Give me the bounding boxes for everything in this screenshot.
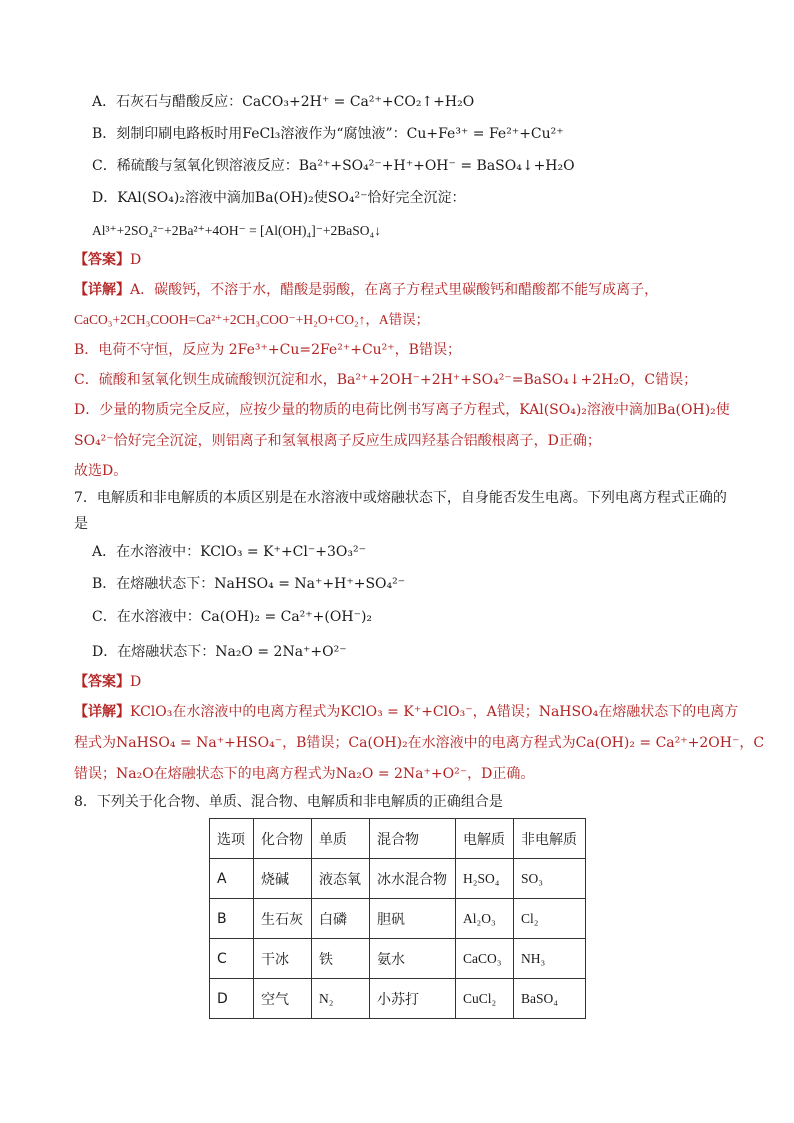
table-cell: 氨水 xyxy=(370,939,456,979)
table-header-cell: 混合物 xyxy=(370,819,456,859)
table-cell: 烧碱 xyxy=(254,859,312,899)
q7-detail-line-1 xyxy=(74,702,738,722)
table-cell: 液态氧 xyxy=(312,859,370,899)
answer-value: D xyxy=(130,252,142,268)
table-header-cell: 选项 xyxy=(210,819,254,859)
table-cell: 白磷 xyxy=(312,899,370,939)
detail-label: 【详解】 xyxy=(74,282,130,298)
q6-option-b: B．刻制印刷电路板时用FeCl₃溶液作为“腐蚀液”：Cu+Fe³⁺ = Fe²⁺+Cu²⁺ xyxy=(92,126,564,142)
answer-value: D xyxy=(130,674,142,690)
table-cell: BaSO₄ xyxy=(514,979,586,1019)
q6-answer xyxy=(74,250,141,270)
q6-detail-line-1b: CaCO₃+2CH₃COOH=Ca²⁺+2CH₃COO⁻+H₂O+CO₂↑，A错误； xyxy=(74,312,430,327)
q6-conclusion: 故选D。 xyxy=(74,463,128,479)
table-cell: 冰水混合物 xyxy=(370,859,456,899)
table-row xyxy=(210,859,586,899)
answer-label: 【答案】 xyxy=(74,674,130,690)
q6-detail-line-4: D．少量的物质完全反应，应按少量的物质的电荷比例书写离子方程式，KAl(SO₄)₂溶液中滴加Ba(OH)₂使 xyxy=(74,402,730,418)
table-cell: CuCl₂ xyxy=(456,979,514,1019)
q6-detail-line-4b: SO₄²⁻恰好完全沉淀，则铝离子和氢氧根离子反应生成四羟基合铝酸根离子，D正确； xyxy=(74,433,601,449)
q6-option-d-equation: Al³⁺+2SO₄²⁻+2Ba²⁺+4OH⁻ = [Al(OH)₄]⁻+2BaSO₄↓ xyxy=(92,223,381,238)
q6-detail-line-2: B．电荷不守恒，反应为 2Fe³⁺+Cu=2Fe²⁺+Cu²⁺，B错误； xyxy=(74,342,461,358)
table-cell: SO₃ xyxy=(514,859,586,899)
table-header-row xyxy=(210,819,586,859)
table-cell: Cl₂ xyxy=(514,899,586,939)
q8-stem: 8．下列关于化合物、单质、混合物、电解质和非电解质的正确组合是 xyxy=(74,794,503,810)
q7-option-d: D．在熔融状态下：Na₂O = 2Na⁺+O²⁻ xyxy=(92,644,347,660)
table-header-cell: 化合物 xyxy=(254,819,312,859)
q7-detail-line-3: 错误；Na₂O在熔融状态下的电离方程式为Na₂O = 2Na⁺+O²⁻，D正确。 xyxy=(74,766,535,782)
q7-option-b: B．在熔融状态下：NaHSO₄ = Na⁺+H⁺+SO₄²⁻ xyxy=(92,576,406,592)
q7-option-a: A．在水溶液中：KClO₃ = K⁺+Cl⁻+3O₃²⁻ xyxy=(92,544,366,560)
table-cell: 生石灰 xyxy=(254,899,312,939)
table-cell: B xyxy=(210,899,254,939)
table-cell: H₂SO₄ xyxy=(456,859,514,899)
table-header-cell: 非电解质 xyxy=(514,819,586,859)
table-cell: Al₂O₃ xyxy=(456,899,514,939)
q6-option-d: D．KAl(SO₄)₂溶液中滴加Ba(OH)₂使SO₄²⁻恰好完全沉淀： xyxy=(92,190,466,206)
q7-detail-line-2: 程式为NaHSO₄ = Na⁺+HSO₄⁻，B错误；Ca(OH)₂在水溶液中的电离方程式为Ca(OH)₂ = Ca²⁺+2OH⁻，C xyxy=(74,735,765,751)
q6-option-a: A．石灰石与醋酸反应：CaCO₃+2H⁺ = Ca²⁺+CO₂↑+H₂O xyxy=(92,94,475,110)
q7-stem-cont: 是 xyxy=(74,516,88,532)
table-cell: 空气 xyxy=(254,979,312,1019)
table-cell: D xyxy=(210,979,254,1019)
table-cell: 小苏打 xyxy=(370,979,456,1019)
q6-detail-line-3: C．硫酸和氢氧化钡生成硫酸钡沉淀和水，Ba²⁺+2OH⁻+2H⁺+SO₄²⁻=BaSO₄↓+2H₂O，C错误； xyxy=(74,372,698,388)
table-cell: A xyxy=(210,859,254,899)
detail-label: 【详解】 xyxy=(74,704,130,720)
q7-answer xyxy=(74,672,141,692)
table-header-cell: 电解质 xyxy=(456,819,514,859)
q8-options-table xyxy=(209,818,586,1019)
table-cell: N₂ xyxy=(312,979,370,1019)
table-cell: C xyxy=(210,939,254,979)
table-cell: 铁 xyxy=(312,939,370,979)
table-header-cell: 单质 xyxy=(312,819,370,859)
q6-detail-line-1 xyxy=(74,280,658,300)
answer-label: 【答案】 xyxy=(74,252,130,268)
q6-option-c: C．稀硫酸与氢氧化钡溶液反应：Ba²⁺+SO₄²⁻+H⁺+OH⁻ = BaSO₄↓+H₂O xyxy=(92,158,575,174)
table-cell: 胆矾 xyxy=(370,899,456,939)
table-row xyxy=(210,979,586,1019)
table-cell: 干冰 xyxy=(254,939,312,979)
table-row xyxy=(210,939,586,979)
q7-option-c: C．在水溶液中：Ca(OH)₂ = Ca²⁺+(OH⁻)₂ xyxy=(92,609,373,625)
q7-stem: 7．电解质和非电解质的本质区别是在水溶液中或熔融状态下，自身能否发生电离。下列电离方程式正确的 xyxy=(74,490,727,506)
table-row xyxy=(210,899,586,939)
q6-detail-text-1: A．碳酸钙，不溶于水，醋酸是弱酸，在离子方程式里碳酸钙和醋酸都不能写成离子， xyxy=(130,282,659,298)
table-cell: NH₃ xyxy=(514,939,586,979)
table-cell: CaCO₃ xyxy=(456,939,514,979)
q7-detail-text-1: KClO₃在水溶液中的电离方程式为KClO₃ = K⁺+ClO₃⁻，A错误；NaHSO₄在熔融状态下的电离方 xyxy=(130,704,739,720)
